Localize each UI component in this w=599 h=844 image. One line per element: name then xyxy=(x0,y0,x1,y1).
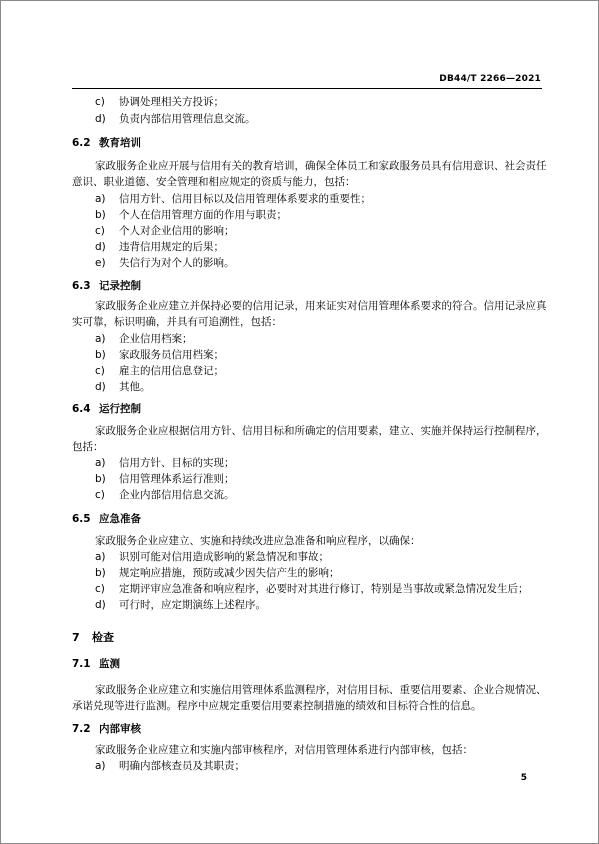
list-item: c) 定期评审应急准备和响应程序，必要时对其进行修订，特别是当事故或紧急情况发生后； xyxy=(95,583,529,595)
list-item: a) 信用方针、目标的实现； xyxy=(95,457,235,469)
list-item: c) 个人对企业信用的影响； xyxy=(95,225,235,237)
section-heading-6-5: 6.5 应急准备 xyxy=(72,513,141,525)
list-item: e) 失信行为对个人的影响。 xyxy=(95,257,235,269)
section-heading-6-3: 6.3 记录控制 xyxy=(72,280,141,292)
list-item: b) 个人在信用管理方面的作用与职责； xyxy=(95,209,287,221)
paragraph-line: 家政服务企业应根据信用方针、信用目标和所确定的信用要素，建立、实施并保持运行控制程序， xyxy=(95,425,547,437)
list-item: b) 信用管理体系运行准则； xyxy=(95,473,235,485)
paragraph-line: 承诺兑现等进行监测。程序中应规定重要信用要素控制措施的绩效和目标符合性的信息。 xyxy=(72,700,482,712)
page-number: 5 xyxy=(520,773,527,783)
section-heading-6-2: 6.2 教育培训 xyxy=(72,137,141,149)
paragraph-line: 包括： xyxy=(72,441,104,453)
list-item: d) 负责内部信用管理信息交流。 xyxy=(95,113,256,125)
paragraph-line: 家政服务企业应建立和实施内部审核程序，对信用管理体系进行内部审核，包括： xyxy=(95,744,473,756)
document-number: DB44/T 2266—2021 xyxy=(439,74,541,84)
list-item: c) 协调处理相关方投诉； xyxy=(95,96,224,108)
paragraph-line: 家政服务企业应建立、实施和持续改进应急准备和响应程序，以确保： xyxy=(95,535,421,547)
list-item: b) 规定响应措施，预防或减少因失信产生的影响； xyxy=(95,567,340,579)
list-item: b) 家政服务员信用档案； xyxy=(95,349,224,361)
list-item: d) 违背信用规定的后果； xyxy=(95,241,224,253)
section-heading-6-4: 6.4 运行控制 xyxy=(72,403,141,415)
list-item: d) 其他。 xyxy=(95,381,151,393)
paragraph-line: 家政服务企业应开展与信用有关的教育培训，确保全体员工和家政服务员具有信用意识、社会责任 xyxy=(95,160,547,172)
paragraph-line: 家政服务企业应建立并保持必要的信用记录，用来证实对信用管理体系要求的符合。信用记录应真 xyxy=(95,300,547,312)
list-item: c) 雇主的信用信息登记； xyxy=(95,365,224,377)
list-item: a) 识别可能对信用造成影响的紧急情况和事故； xyxy=(95,551,329,563)
paragraph-line: 实可靠，标识明确，并具有可追溯性，包括： xyxy=(72,316,282,328)
list-item: a) 明确内部核查员及其职责； xyxy=(95,760,245,772)
section-heading-7-1: 7.1 监测 xyxy=(72,658,120,670)
list-item: a) 信用方针、信用目标以及信用管理体系要求的重要性； xyxy=(95,193,371,205)
list-item: c) 企业内部信用信息交流。 xyxy=(95,489,235,501)
section-heading-7-2: 7.2 内部审核 xyxy=(72,723,141,735)
chapter-heading-7: 7 检查 xyxy=(72,631,114,644)
paragraph-line: 意识、职业道德、安全管理和相应规定的资质与能力，包括： xyxy=(72,176,356,188)
list-item: a) 企业信用档案； xyxy=(95,333,193,345)
list-item: d) 可行时，应定期演练上述程序。 xyxy=(95,599,266,611)
paragraph-line: 家政服务企业应建立和实施信用管理体系监测程序，对信用目标、重要信用要素、企业合规情况、 xyxy=(95,684,547,696)
